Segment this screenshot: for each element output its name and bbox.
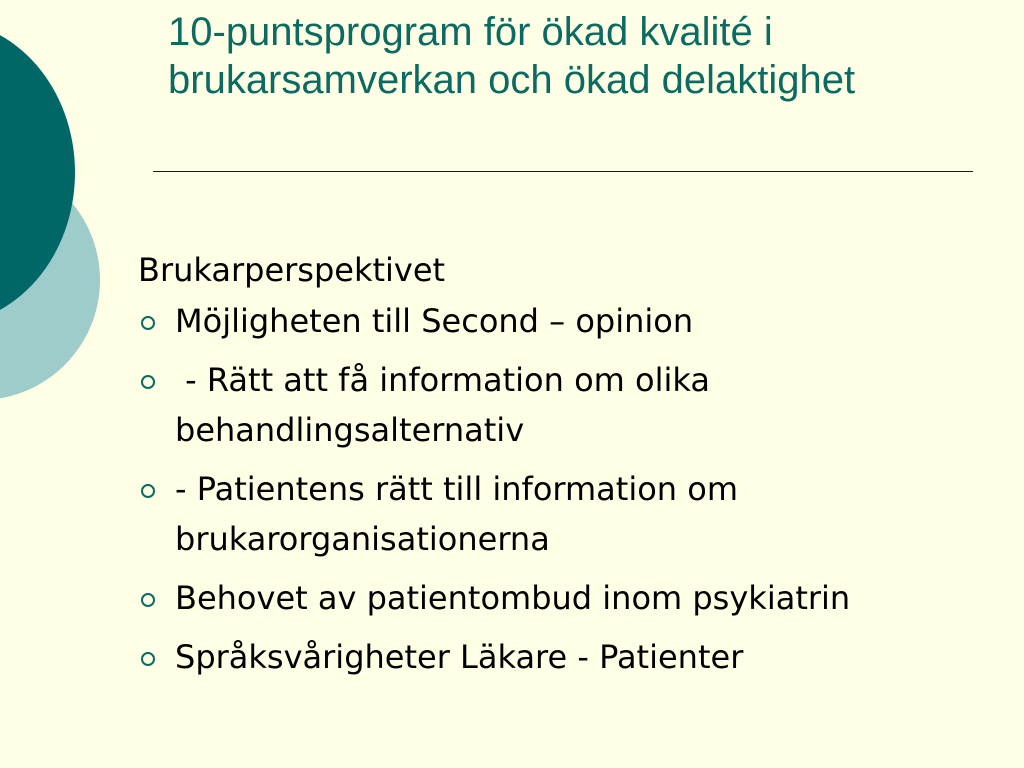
hollow-circle-icon: [140, 315, 156, 331]
bullet-text: Språksvårigheter Läkare - Patienter: [175, 638, 744, 676]
hollow-circle-icon: [140, 592, 156, 608]
bullet-text: Behovet av patientombud inom psykiatrin: [175, 579, 851, 617]
bullet-list: [138, 296, 958, 682]
slide-body: [138, 250, 958, 691]
slide-title: 10-puntsprogram för ökad kvalité i brukarsamverkan och ökad delaktighet: [168, 10, 856, 102]
list-item: [138, 464, 958, 564]
title-underline: [153, 171, 973, 172]
list-item: [138, 296, 958, 346]
hollow-circle-icon: [140, 651, 156, 667]
list-item: [138, 355, 958, 455]
intro-text: Brukarperspektivet: [138, 251, 446, 289]
list-item: [138, 632, 958, 682]
bullet-text: Möjligheten till Second – opinion: [175, 302, 694, 340]
hollow-circle-icon: [140, 374, 156, 390]
bullet-text: - Rätt att få information om olika behandlingsalternativ: [175, 361, 721, 449]
bullet-text: - Patientens rätt till information om brukarorganisationerna: [175, 470, 749, 558]
list-item: [138, 573, 958, 623]
hollow-circle-icon: [140, 483, 156, 499]
